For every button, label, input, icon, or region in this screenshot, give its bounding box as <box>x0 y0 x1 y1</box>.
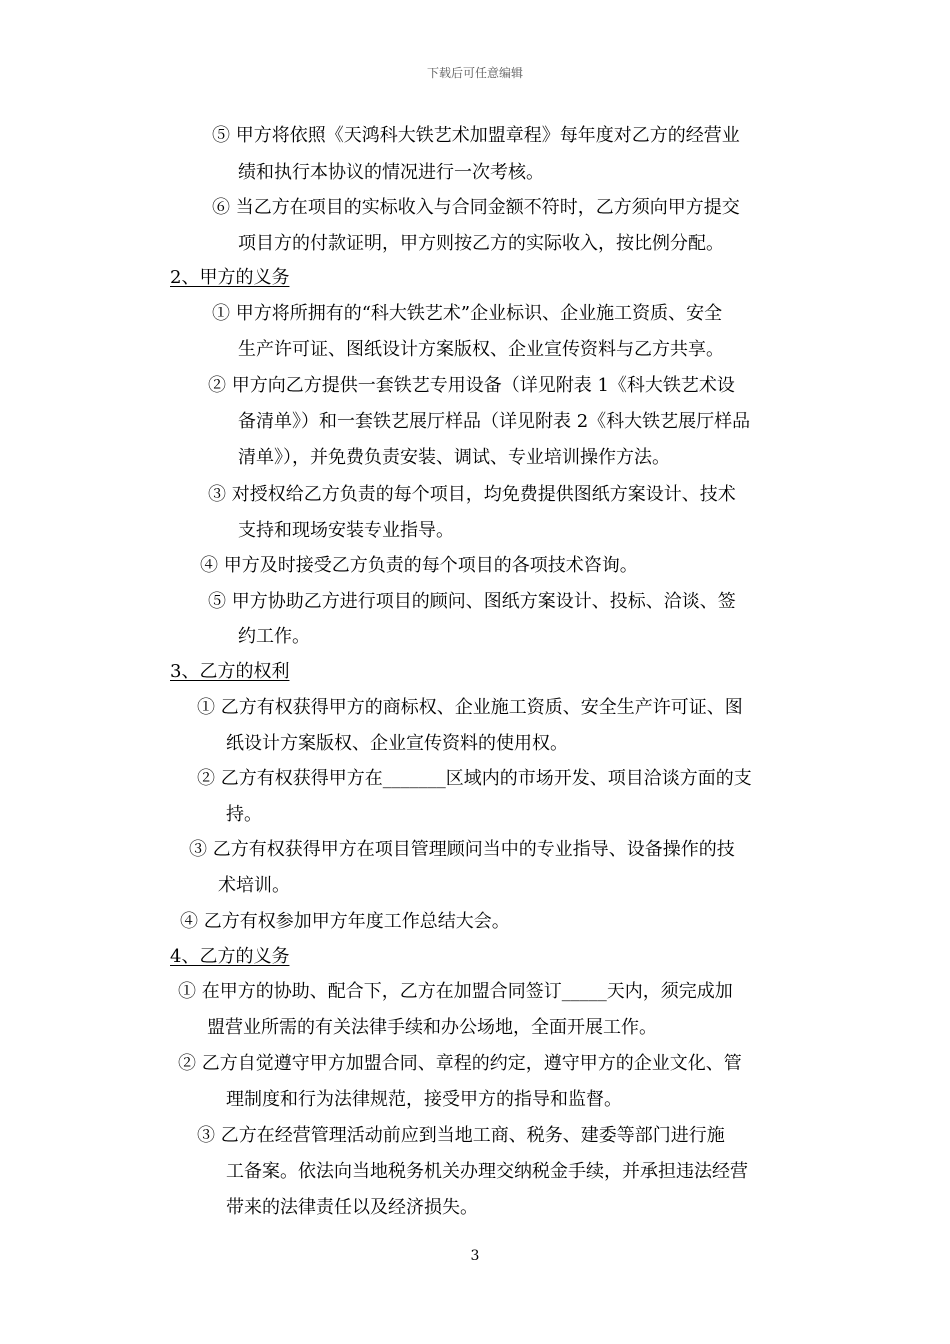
clause-line: 工备案。依法向当地税务机关办理交纳税金手续，并承担违法经营 <box>226 1161 748 1182</box>
clause-line: ④ 甲方及时接受乙方负责的每个项目的各项技术咨询。 <box>200 555 638 576</box>
clause-line: ② 乙方有权获得甲方在_______区域内的市场开发、项目洽谈方面的支 <box>197 768 752 789</box>
clause-line: ② 乙方自觉遵守甲方加盟合同、章程的约定，遵守甲方的企业文化、管 <box>178 1053 742 1074</box>
page-number: 3 <box>470 1248 480 1264</box>
clause-line: 带来的法律责任以及经济损失。 <box>226 1197 478 1218</box>
clause-line: ③ 乙方在经营管理活动前应到当地工商、税务、建委等部门进行施 <box>197 1125 725 1146</box>
section-heading: 4、乙方的义务 <box>170 946 290 967</box>
clause-line: ⑤ 甲方将依照《天鸿科大铁艺术加盟章程》每年度对乙方的经营业 <box>212 125 740 146</box>
clause-line: 绩和执行本协议的情况进行一次考核。 <box>238 162 544 183</box>
clause-line: ② 甲方向乙方提供一套铁艺专用设备（详见附表 1《科大铁艺术设 <box>208 375 735 396</box>
clause-line: 理制度和行为法律规范，接受甲方的指导和监督。 <box>226 1089 622 1110</box>
clause-line: 支持和现场安装专业指导。 <box>238 520 454 541</box>
clause-line: 持。 <box>226 804 262 825</box>
clause-line: 盟营业所需的有关法律手续和办公场地，全面开展工作。 <box>207 1017 657 1038</box>
clause-line: 项目方的付款证明，甲方则按乙方的实际收入，按比例分配。 <box>238 233 724 254</box>
clause-line: ⑥ 当乙方在项目的实标收入与合同金额不符时，乙方须向甲方提交 <box>212 197 740 218</box>
clause-line: ⑤ 甲方协助乙方进行项目的顾问、图纸方案设计、投标、洽谈、签 <box>208 591 736 612</box>
clause-line: 生产许可证、图纸设计方案版权、企业宣传资料与乙方共享。 <box>238 339 724 360</box>
clause-line: 约工作。 <box>238 626 310 647</box>
clause-line: 纸设计方案版权、企业宣传资料的使用权。 <box>226 733 568 754</box>
clause-line: ① 乙方有权获得甲方的商标权、企业施工资质、安全生产许可证、图 <box>197 697 743 718</box>
page-header: 下载后可任意编辑 <box>426 66 523 80</box>
clause-line: ③ 乙方有权获得甲方在项目管理顾问当中的专业指导、设备操作的技 <box>189 839 735 860</box>
section-heading: 3、乙方的权利 <box>170 661 290 682</box>
clause-line: 备清单》）和一套铁艺展厅样品（详见附表 2《科大铁艺展厅样品 <box>238 411 751 432</box>
clause-line: ① 甲方将所拥有的“科大铁艺术”企业标识、企业施工资质、安全 <box>212 303 723 324</box>
section-heading: 2、甲方的义务 <box>170 267 290 288</box>
clause-line: ③ 对授权给乙方负责的每个项目，均免费提供图纸方案设计、技术 <box>208 484 736 505</box>
clause-line: ① 在甲方的协助、配合下，乙方在加盟合同签订_____天内，须完成加 <box>178 981 733 1002</box>
clause-line: 清单》），并免费负责安装、调试、专业培训操作方法。 <box>238 447 670 468</box>
clause-line: 术培训。 <box>218 875 290 896</box>
clause-line: ④ 乙方有权参加甲方年度工作总结大会。 <box>180 911 510 932</box>
